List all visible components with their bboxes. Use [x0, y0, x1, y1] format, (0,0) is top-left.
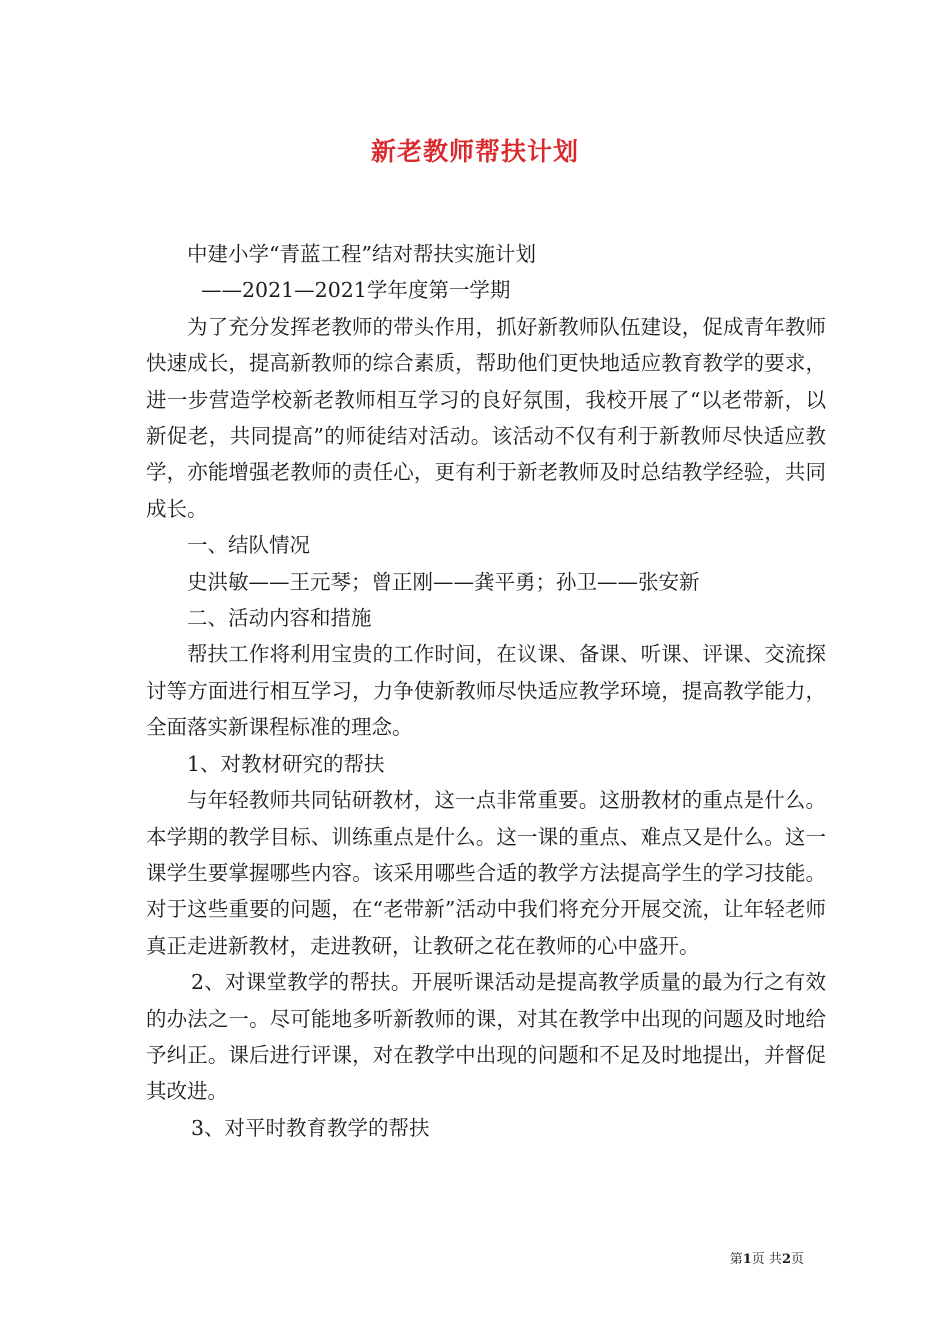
pairing-list: 史洪敏——王元琴；曾正刚——龚平勇；孙卫——张安新: [187, 569, 700, 594]
document-body: [146, 236, 826, 1146]
textbook-paragraph: 与年轻教师共同钻研教材，这一点非常重要。这册教材的重点是什么。本学期的教学目标、训练重点是什么。这一课的重点、难点又是什么。这一课学生要掌握哪些内容。该采用哪些合适的教学方法提高学生的学习技能。对于这些重要的问题，在“老带新”活动中我们将充分开展交流，让年轻老师真正走进新教材，走进教研，让教研之花在教师的心中盛开。: [146, 788, 826, 958]
classroom-paragraph: 2、对课堂教学的帮扶。开展听课活动是提高教学质量的最为行之有效的办法之一。尽可能地多听新教师的课，对其在教学中出现的问题及时地给予纠正。课后进行评课，对在教学中出现的问题和不足及时地提出，并督促其改进。: [146, 970, 826, 1104]
footer-suffix: 页: [790, 1252, 804, 1267]
document-title: 新老教师帮扶计划: [370, 137, 579, 166]
plan-subtitle: ——2021—2021学年度第一学期: [201, 278, 511, 303]
page-footer: [730, 1248, 804, 1267]
subsection-heading-daily: 3、对平时教育教学的帮扶: [191, 1115, 430, 1140]
intro-paragraph: 为了充分发挥老教师的带头作用，抓好新教师队伍建设，促成青年教师快速成长，提高新教师的综合素质，帮助他们更快地适应教育教学的要求，进一步营造学校新老教师相互学习的良好氛围，我校开展了“以老带新，以新促老，共同提高”的师徒结对活动。该活动不仅有利于新教师尽快适应教学，亦能增强老教师的责任心，更有利于新老教师及时总结教学经验，共同成长。: [146, 314, 826, 521]
subsection-heading-textbook: 1、对教材研究的帮扶: [187, 751, 385, 776]
section-heading-activities: 二、活动内容和措施: [187, 606, 372, 631]
footer-total-pages: 2: [781, 1252, 791, 1267]
footer-current-page: 1: [742, 1252, 752, 1267]
footer-middle: 页 共: [751, 1252, 782, 1267]
section-heading-pairing: 一、结队情况: [187, 533, 310, 558]
activities-paragraph: 帮扶工作将利用宝贵的工作时间，在议课、备课、听课、评课、交流探讨等方面进行相互学习，力争使新教师尽快适应教学环境，提高教学能力，全面落实新课程标准的理念。: [146, 642, 826, 740]
footer-prefix: 第: [729, 1252, 743, 1267]
plan-heading: 中建小学“青蓝工程”结对帮扶实施计划: [187, 242, 536, 266]
